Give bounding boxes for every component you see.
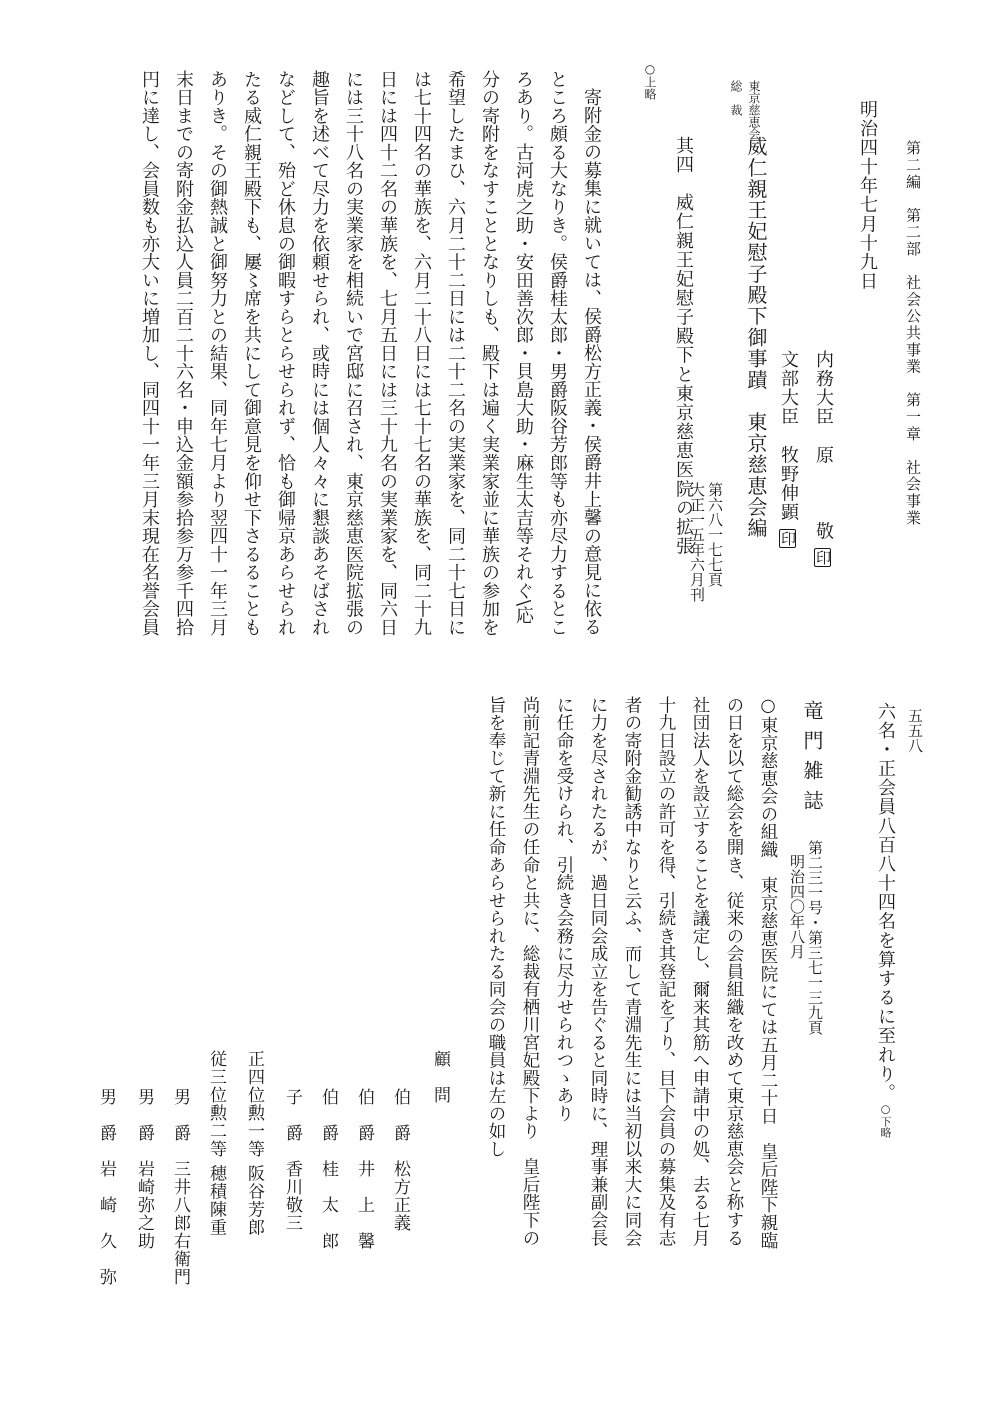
page-number: 五五八 — [906, 708, 924, 753]
signatory-name: 牧野伸顕 — [778, 445, 799, 522]
roster-entry — [171, 1088, 188, 1286]
roster-rank: 男 爵 — [170, 1088, 190, 1143]
roster-entry — [207, 1050, 224, 1237]
roster-entry — [97, 1088, 114, 1286]
roster-heading: 顧 問 — [430, 1050, 450, 1105]
roster-name: 桂 太 郎 — [318, 1160, 338, 1251]
signatory-name: 原 敬 — [813, 445, 834, 541]
roster-entry — [135, 1088, 152, 1250]
section-title: 其四 威仁親王妃慰子殿下と東京慈恵医院の拡張 — [673, 136, 694, 556]
roster-entry — [355, 1088, 372, 1250]
magazine-citation-2: 明治四〇年八月 — [788, 854, 806, 959]
text-line: 日には四十二名の華族を、七月五日には三十九名の実業家を、同六日 — [377, 70, 398, 637]
text-line: 者の寄附金勧誘中なりと云ふ、而して青淵先生には当初以来大に同会 — [622, 696, 642, 1247]
text-line: ○東京慈恵会の組織 東京慈恵医院にては五月二十日 皇后陛下親臨 — [758, 696, 778, 1250]
running-header: 第二編 第二部 社会公共事業 第一章 社会事業 — [904, 140, 922, 527]
seal-mark: 印 — [779, 530, 797, 546]
roster-name: 阪谷芳郎 — [244, 1164, 264, 1237]
text-line: 円に達し、会員数も亦大いに増加し、同四十一年三月末現在名誉会員 — [139, 70, 160, 637]
source-org-line: 東京慈恵会 — [747, 80, 761, 140]
text-line: 十九日設立の許可を得、引続き其登記を了り、目下会員の募集及有志 — [656, 696, 676, 1247]
text-line: 社団法人を設立することを議定し、爾来其筋へ申請中の処、去る七月 — [690, 696, 710, 1247]
roster-rank: 伯 爵 — [318, 1088, 338, 1143]
text-line: 末日までの寄附金払込人員二百二十六名・申込金額参拾参万参千四拾 — [173, 70, 194, 637]
signatory-title: 文部大臣 — [778, 350, 799, 427]
roster-rank: 従三位勲二等 — [206, 1050, 226, 1159]
text-line: の日を以て総会を開き、従来の会員組織を改めて東京慈恵会と称する — [724, 696, 744, 1247]
continuation-line — [876, 702, 894, 1138]
continuation-note: ○下略 — [879, 1102, 892, 1138]
continuation-text: 六名・正会員八百八十四名を算するに至れり。 — [875, 702, 896, 1103]
text-line: には三十八名の実業家を相続いで宮邸に召され、東京慈恵医院拡張の — [343, 70, 364, 637]
roster-name: 穂積陳重 — [206, 1164, 226, 1237]
roster-entry — [319, 1088, 336, 1250]
roster-rank: 伯 爵 — [390, 1088, 410, 1143]
document-date: 明治四十年七月十九日 — [857, 100, 878, 291]
text-line: ありき。その御熱誠と御努力との結果、同年七月より翌四十一年三月 — [207, 70, 228, 637]
text-line: に力を尽されたるが、過日同会成立を告ぐると同時に、理事兼副会長 — [588, 696, 608, 1247]
magazine-citation-1: 第二三一号・第三七一三九頁 — [806, 840, 824, 1035]
text-line: 分の寄附をなすこととなりしも、殿下は遍く実業家並に華族の参加を — [479, 70, 500, 637]
roster-rank: 男 爵 — [96, 1088, 116, 1143]
roster-name: 岩崎弥之助 — [134, 1160, 154, 1251]
signatory-1 — [814, 350, 832, 567]
roster-entry — [283, 1088, 300, 1232]
roster-name: 三井八郎右衛門 — [170, 1160, 190, 1287]
text-line: ところ頗る大なりき。侯爵桂太郎・男爵阪谷芳郎等も亦尽力するとこ — [547, 70, 568, 637]
roster-rank: 男 爵 — [134, 1088, 154, 1143]
text-line: 寄附金の募集に就いては、侯爵松方正義・侯爵井上馨の意見に依る — [581, 88, 602, 637]
text-line: ろあり。古河虎之助・安田善次郎・貝島大助・麻生太吉等それぐ\応 — [513, 70, 534, 625]
citation-line-1: 第六八一七七頁 — [706, 482, 724, 587]
ellipsis-mark: ○上略 — [643, 62, 657, 100]
roster-entry — [391, 1088, 408, 1232]
roster-name: 松方正義 — [390, 1160, 410, 1233]
magazine-title: 竜門雑誌 — [800, 700, 824, 820]
citation-line-2: 大正一五年六月刊 — [688, 482, 706, 602]
source-org-line-2: 総 裁 — [729, 80, 743, 116]
text-line: たる威仁親王殿下も、屢〻席を共にして御意見を仰せ下さるることも — [241, 70, 262, 637]
roster-rank: 正四位勲一等 — [244, 1050, 264, 1159]
roster-entry — [245, 1050, 262, 1237]
text-line: に任命を受けられ、引続き会務に尽力せられつゝあり — [554, 696, 574, 1123]
article-title: 威仁親王妃慰子殿下御事蹟 東京慈恵会編 — [744, 136, 768, 539]
text-line: 希望したまひ、六月二十二日には二十二名の実業家を、同二十七日に — [445, 70, 466, 637]
text-line: などして、殆ど休息の御暇すらとらせられず、恰も御帰京あらせられ — [275, 70, 296, 637]
roster-name: 香川敬三 — [282, 1160, 302, 1233]
roster-name: 井 上 馨 — [354, 1160, 374, 1251]
signatory-title: 内務大臣 — [813, 350, 834, 427]
roster-name: 岩 崎 久 弥 — [96, 1160, 116, 1287]
roster-rank: 子 爵 — [282, 1088, 302, 1143]
text-line: 尚前記青淵先生の任命と共に、総裁有栖川宮妃殿下より 皇后陛下の — [520, 696, 540, 1247]
signatory-2 — [779, 350, 797, 548]
text-line: は七十四名の華族を、六月二十八日には七十七名の華族を、同二十九 — [411, 70, 432, 637]
seal-mark: 印 — [814, 549, 832, 565]
text-line: 趣旨を述べて尽力を依頼せられ、或時には個人々々に懇談あそばされ — [309, 70, 330, 637]
roster-rank: 伯 爵 — [354, 1088, 374, 1143]
text-line: 旨を奉じて新に任命あらせられたる同会の職員は左の如し — [486, 696, 506, 1158]
